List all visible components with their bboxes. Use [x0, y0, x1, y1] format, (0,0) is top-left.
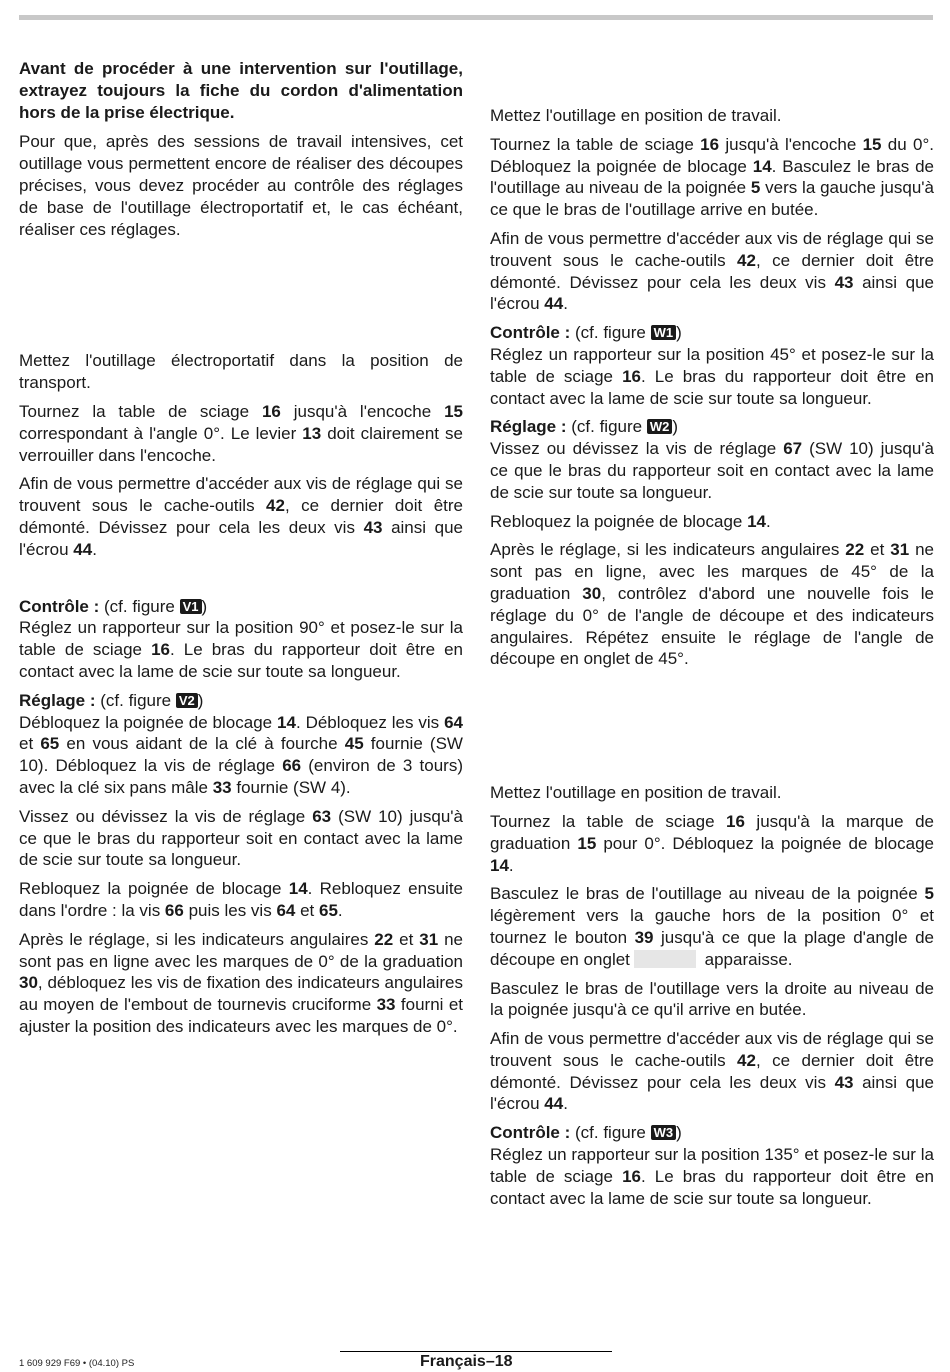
controle-heading: Contrôle : (cf. figure V1 ) — [19, 596, 208, 616]
figure-badge-v2: V2 — [176, 693, 198, 708]
apres-paragraph: Après le réglage, si les indicateurs angulaires 22 et 31 ne sont pas en ligne, avec les marques de 45° de la graduation 30, contrôlez d'abord une nouvelle fois le réglage du 0° de l'angle de découpe et des indicateurs angulaires. Répétez ensuite le réglage de l'angle de découpe en onglet de 45°. — [490, 540, 934, 669]
turn-paragraph: Tournez la table de sciage 16 jusqu'à l'encoche 15 du 0°. Débloquez la poignée de blocage 14. Basculez le bras de l'outillage au niveau de la poignée 5 vers la gauche jusqu'à ce que le bras de l'outillage arrive en butée. — [490, 134, 934, 220]
travail-paragraph: Mettez l'outillage en position de travail. — [490, 783, 782, 803]
right-column — [490, 105, 934, 1216]
access-paragraph: Afin de vous permettre d'accéder aux vis de réglage qui se trouvent sous le cache-outils 42, ce dernier doit être démonté. Dévissez pour cela les deux vis 43 ainsi que l'écrou 44. — [490, 1029, 934, 1114]
turn-paragraph: Tournez la table de sciage 16 jusqu'à la marque de graduation 15 pour 0°. Débloquez la poignée de blocage 14. — [490, 811, 934, 875]
access-paragraph: Afin de vous permettre d'accéder aux vis de réglage qui se trouvent sous le cache-outils 42, ce dernier doit être démonté. Dévissez pour cela les deux vis 43 ainsi que l'écrou 44. — [19, 474, 463, 559]
reglage-heading: Réglage : (cf. figure V2 ) — [19, 690, 204, 710]
travail-paragraph: Mettez l'outillage en position de travail. — [490, 106, 782, 125]
controle-paragraph: Réglez un rapporteur sur la position 90° et posez-le sur la table de sciage 16. Le bras du rapporteur doit être en contact avec la lame de scie sur toute sa longueur. — [19, 618, 463, 681]
section-gap — [19, 247, 463, 350]
footer-rule — [340, 1351, 612, 1352]
apres-paragraph: Après le réglage, si les indicateurs angulaires 22 et 31 ne sont pas en ligne avec les marques de 0° de la graduation 30, débloquez les vis de fixation des indicateurs angulaires au moyen de l'embout de tournevis cruciforme 33 fourni et ajuster la position des indicateurs avec les marques de 0°. — [19, 929, 463, 1036]
reglage-paragraph: Vissez ou dévissez la vis de réglage 67 (SW 10) jusqu'à ce que le bras du rapporteur soit en contact avec la lame de scie sur toute sa longueur. — [490, 439, 934, 502]
figure-badge-w1: W1 — [651, 325, 677, 340]
reglage-heading: Réglage : (cf. figure W2 ) — [490, 417, 679, 437]
turn-paragraph: Tournez la table de sciage 16 jusqu'à l'encoche 15 correspondant à l'angle 0°. Le levier 13 doit clairement se verrouiller dans l'encoche. — [19, 401, 463, 465]
controle-paragraph: Réglez un rapporteur sur la position 45° et posez-le sur la table de sciage 16. Le bras du rapporteur doit être en contact avec la lame de scie sur toute sa longueur. — [490, 344, 934, 408]
reglage-paragraph: Débloquez la poignée de blocage 14. Débloquez les vis 64 et 65 en vous aidant de la clé à fourche 45 fournie (SW 10). Débloquez la vis de réglage 66 (environ de 3 tours) avec la clé six pans mâle 33 fournie (SW 4). — [19, 712, 464, 797]
figure-badge-v1: V1 — [180, 599, 202, 614]
top-rule — [19, 15, 933, 20]
safety-warning: Avant de procéder à une intervention sur l'outillage, extrayez toujours la fiche du cordon d'alimentation hors de la prise électrique. — [19, 59, 463, 122]
rebloquer-paragraph: Rebloquez la poignée de blocage 14. Rebloquez ensuite dans l'ordre : la vis 66 puis les vis 64 et 65. — [19, 879, 463, 920]
left-column — [19, 58, 463, 1045]
access-paragraph: Afin de vous permettre d'accéder aux vis de réglage qui se trouvent sous le cache-outils 42, ce dernier doit être démonté. Dévissez pour cela les deux vis 43 ainsi que l'écrou 44. — [490, 228, 934, 314]
bascule-paragraph: Basculez le bras de l'outillage au niveau de la poignée 5 légèrement vers la gauche hors de la position 0° et tournez le bouton 39 jusqu'à ce que la plage d'angle de découpe en onglet apparaisse. — [490, 884, 934, 969]
controle-heading: Contrôle : (cf. figure W3 ) — [490, 1123, 682, 1143]
document-code: 1 609 929 F69 • (04.10) PS — [19, 1358, 135, 1369]
page-number: Français–18 — [420, 1353, 513, 1370]
figure-badge-w2: W2 — [647, 419, 673, 434]
intro-paragraph: Pour que, après des sessions de travail intensives, cet outillage vous permettent encore de réaliser des découpes précises, vous devez procéder au contrôle des réglages de base de l'outillage électroportatif et, le cas échéant, réaliser ces réglages. — [19, 132, 463, 239]
droite-paragraph: Basculez le bras de l'outillage vers la droite au niveau de la poignée jusqu'à ce qu'il arrive en butée. — [490, 978, 934, 1020]
blank-angle-box — [634, 950, 696, 968]
rebloquer-paragraph: Rebloquez la poignée de blocage 14. — [490, 511, 771, 531]
controle-paragraph: Réglez un rapporteur sur la position 135° et posez-le sur la table de sciage 16. Le bras du rapporteur doit être en contact avec la lame de scie sur toute sa longueur. — [490, 1145, 934, 1208]
figure-badge-w3: W3 — [651, 1125, 677, 1140]
transport-paragraph: Mettez l'outillage électroportatif dans la position de transport. — [19, 351, 463, 393]
controle-heading: Contrôle : (cf. figure W1 ) — [490, 323, 682, 343]
section-gap — [490, 677, 934, 782]
visser-paragraph: Vissez ou dévissez la vis de réglage 63 (SW 10) jusqu'à ce que le bras du rapporteur soit en contact avec la lame de scie sur toute sa longueur. — [19, 806, 463, 870]
section-gap — [19, 568, 463, 596]
